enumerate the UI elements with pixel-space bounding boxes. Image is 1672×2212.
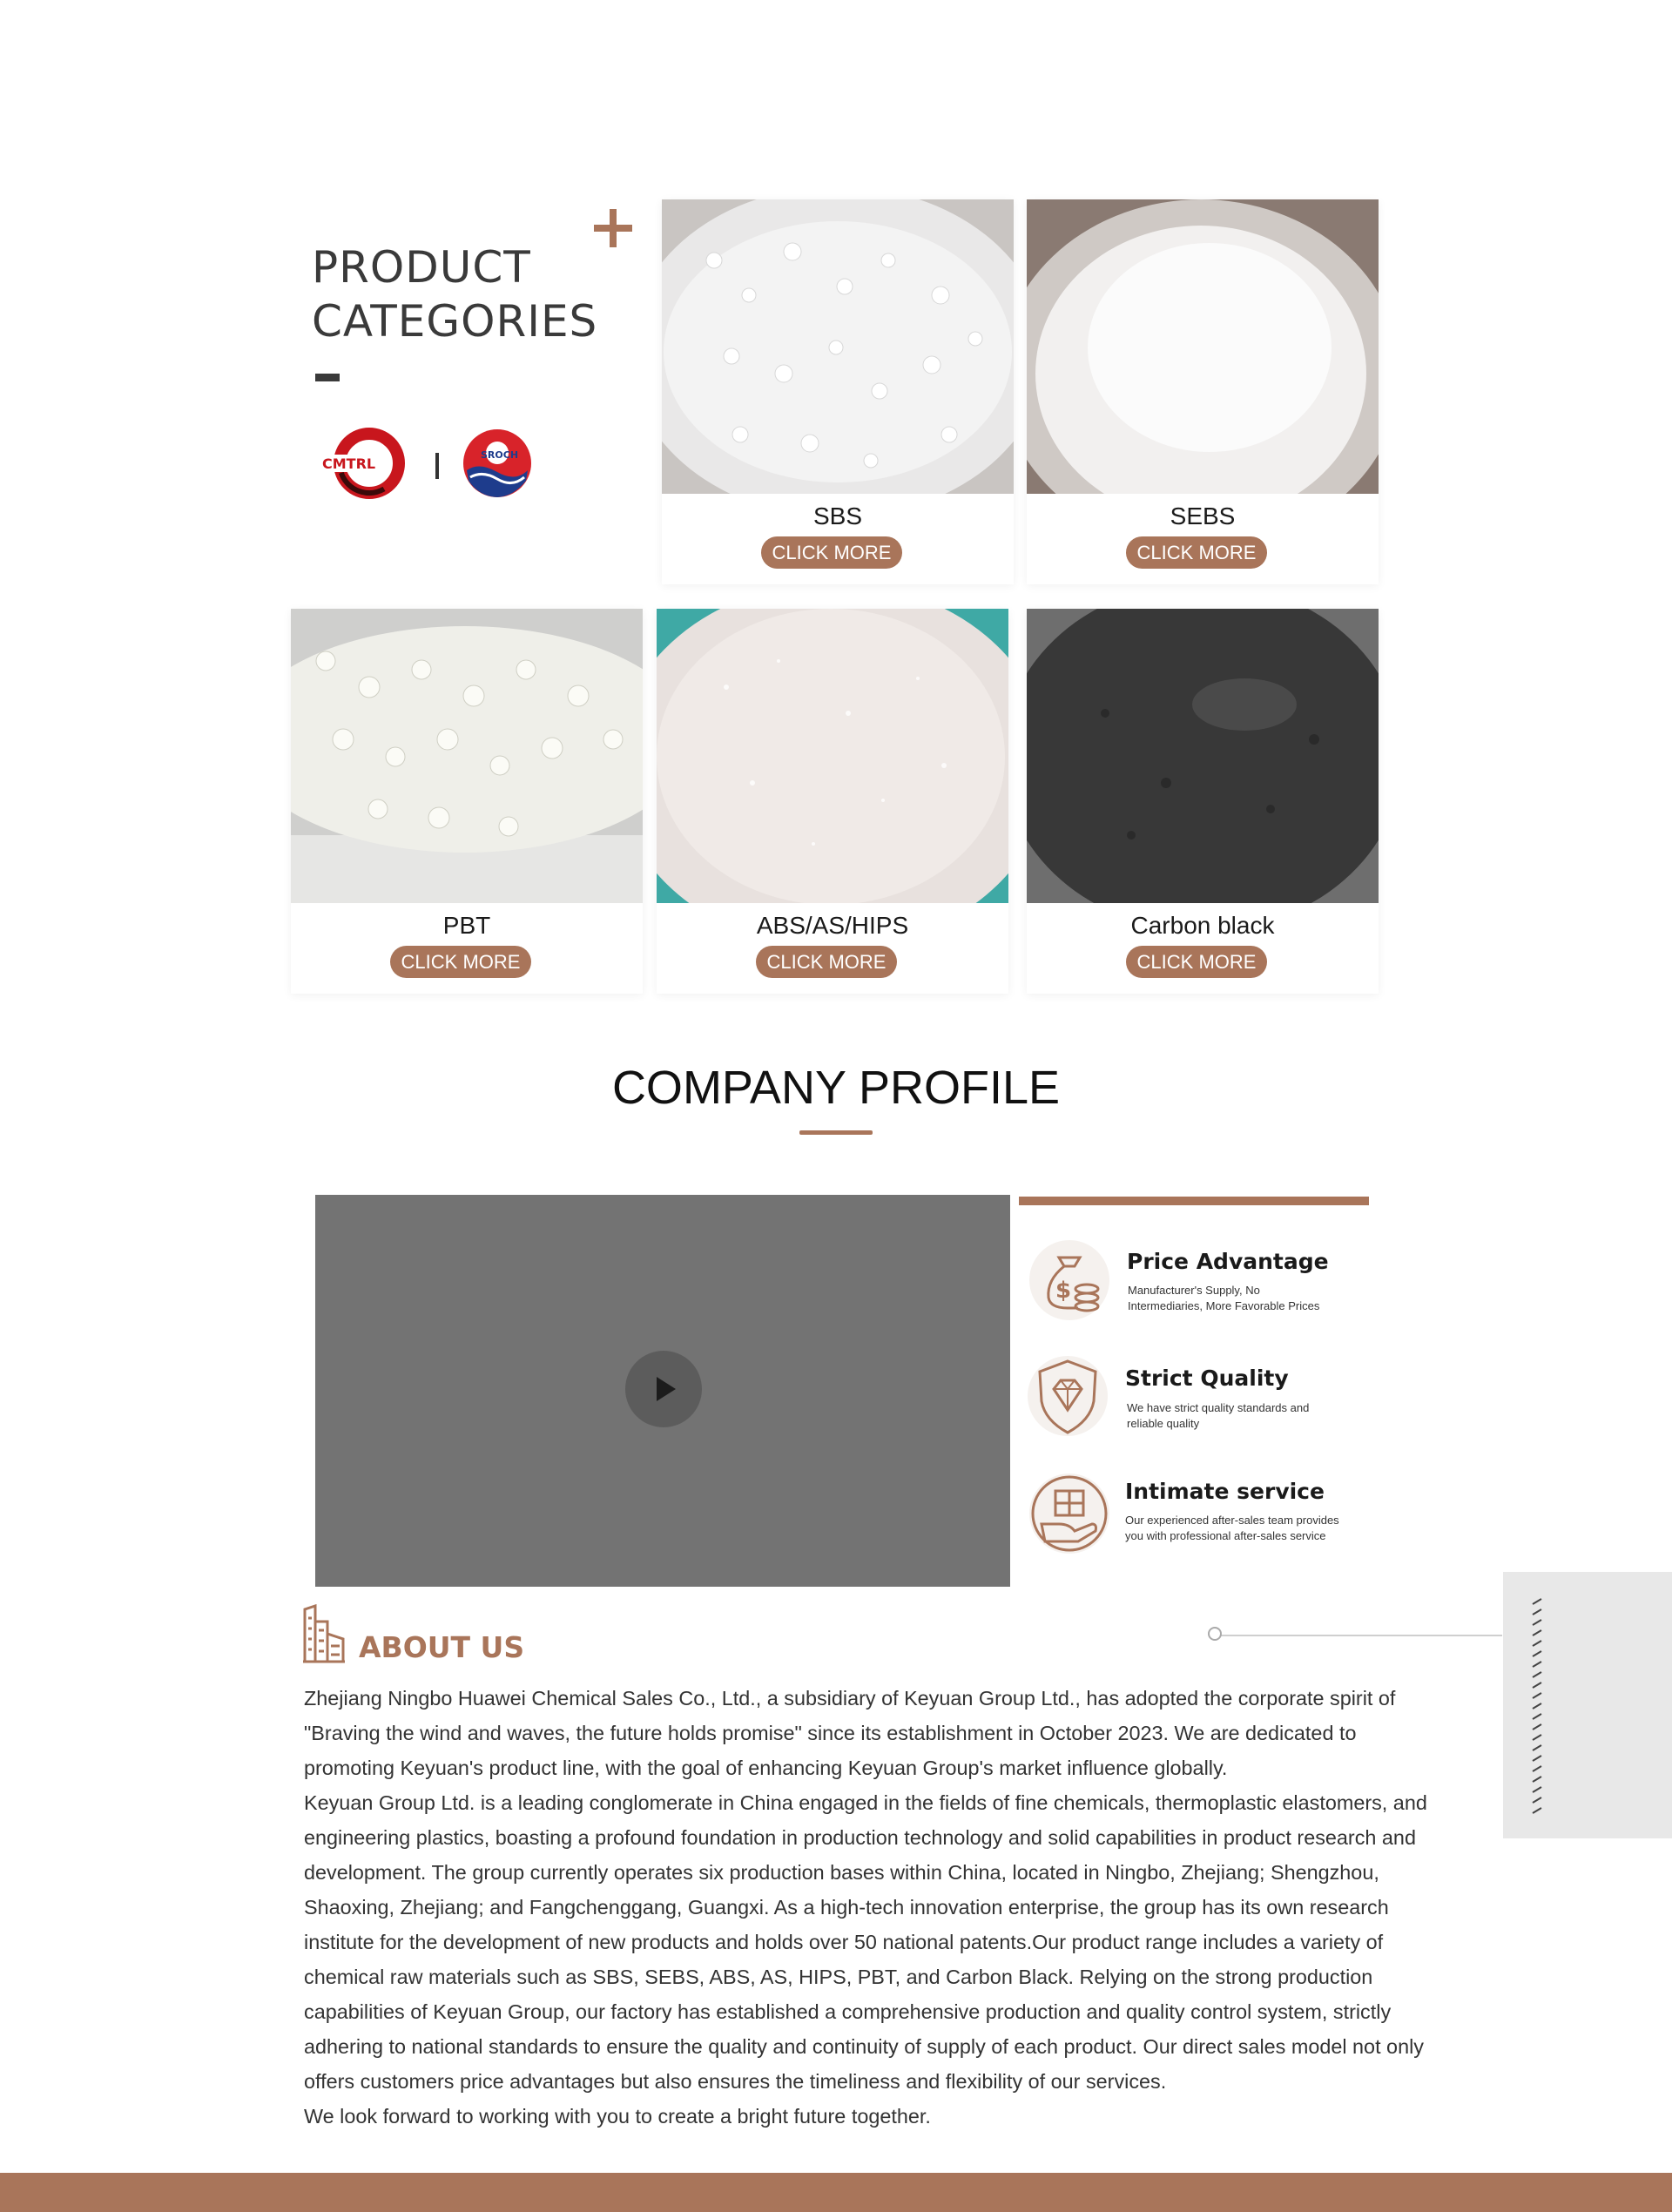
decorative-dot (1208, 1627, 1222, 1641)
click-more-button-abs[interactable]: CLICK MORE (756, 946, 897, 978)
advantages-accent-bar (1019, 1197, 1369, 1205)
side-panel (1503, 1572, 1672, 1838)
advantage-desc: Manufacturer's Supply, No Intermediaries, More Favorable Prices (1128, 1284, 1320, 1312)
title-dash-divider (315, 374, 340, 381)
decorative-line (1215, 1635, 1502, 1636)
about-paragraph: Keyuan Group Ltd. is a leading conglomerate in China engaged in the fields of fine chemicals, thermoplastic elastomers, and engineering plastics, boasting a profound foundation in production technology and solid capabilities in product research and development. The group currently operates six production bases within China, located in Ningbo, Zhejiang; Shengzhou, Shaoxing, Zhejiang; and Fangchenggang, Guangxi. As a high-tech innovation enterprise, the group has its own research institute for the development of new products and holds over 50 national patents.Our product range includes a variety of chemical raw materials such as SBS, SEBS, ABS, AS, HIPS, PBT, and Carbon Black. Relying on the strong production capabilities of Keyuan Group, our factory has established a comprehensive production and quality control system, strictly adhering to national standards to ensure the quality and continuity of supply of each product. Our direct sales model not only offers customers price advantages but also ensures the timeliness and flexibility of our services. (304, 1791, 1427, 2093)
product-image-carbon-black (1027, 609, 1379, 903)
shield-diamond-icon (1024, 1352, 1111, 1440)
play-button[interactable] (625, 1351, 702, 1427)
product-card-pbt (291, 609, 643, 994)
advantage-desc: Our experienced after-sales team provides you with professional after-sales service (1125, 1514, 1339, 1542)
advantage-desc: We have strict quality standards and reliable quality (1127, 1401, 1310, 1430)
product-name: ABS/AS/HIPS (756, 912, 909, 939)
product-card-sebs (1027, 199, 1379, 584)
svg-text:SROCH: SROCH (481, 449, 519, 461)
click-more-button-carbon-black[interactable]: CLICK MORE (1126, 946, 1267, 978)
product-image-abs (657, 609, 1008, 903)
product-card-abs (657, 609, 1008, 994)
advantage-title: Price Advantage (1127, 1249, 1329, 1274)
play-icon (646, 1372, 681, 1406)
money-bag-icon (1026, 1237, 1113, 1324)
product-card-carbon-black (1027, 609, 1379, 994)
product-name: SBS (812, 502, 863, 529)
product-name: SEBS (1170, 502, 1236, 529)
logo-separator (435, 453, 439, 479)
about-paragraph: Zhejiang Ningbo Huawei Chemical Sales Co., Ltd., a subsidiary of Keyuan Group Ltd., has adopted the corporate spirit of "Braving the wind and waves, the future holds promise" since its establishment in October 2023. We are dedicated to promoting Keyuan's product line, with the goal of enhancing Keyuan Group's market influence globally. (304, 1687, 1396, 1779)
about-us-text (304, 1681, 1445, 2134)
company-profile-title: COMPANY PROFILE (611, 1062, 1061, 1114)
advantage-title: Intimate service (1125, 1479, 1325, 1504)
click-more-button-sebs[interactable]: CLICK MORE (1126, 536, 1267, 569)
categories-title (312, 240, 608, 348)
product-name: Carbon black (1130, 912, 1275, 939)
sroch-logo (462, 427, 533, 500)
building-icon (303, 1604, 345, 1663)
title-underline (799, 1130, 873, 1135)
about-us-title: ABOUT US (359, 1630, 525, 1664)
product-image-sbs (662, 199, 1014, 494)
product-image-sebs (1027, 199, 1379, 494)
click-more-button-sbs[interactable]: CLICK MORE (761, 536, 902, 569)
categories-title-line2: CATEGORIES (312, 296, 598, 347)
product-name: PBT (442, 912, 491, 939)
footer-bar (0, 2173, 1672, 2212)
hand-gift-icon (1026, 1470, 1113, 1557)
product-card-sbs (662, 199, 1014, 584)
click-more-button-pbt[interactable]: CLICK MORE (390, 946, 531, 978)
about-paragraph: We look forward to working with you to create a bright future together. (304, 2105, 931, 2128)
svg-text:$: $ (1055, 1278, 1072, 1304)
product-image-pbt (291, 609, 643, 903)
advantage-title: Strict Quality (1125, 1366, 1289, 1391)
categories-title-line1: PRODUCT (312, 242, 531, 293)
hatch-pattern-icon (1531, 1597, 1543, 1822)
cmtrl-logo (319, 427, 409, 500)
svg-text:CMTRL: CMTRL (322, 455, 376, 472)
plus-icon-bar (594, 225, 632, 232)
